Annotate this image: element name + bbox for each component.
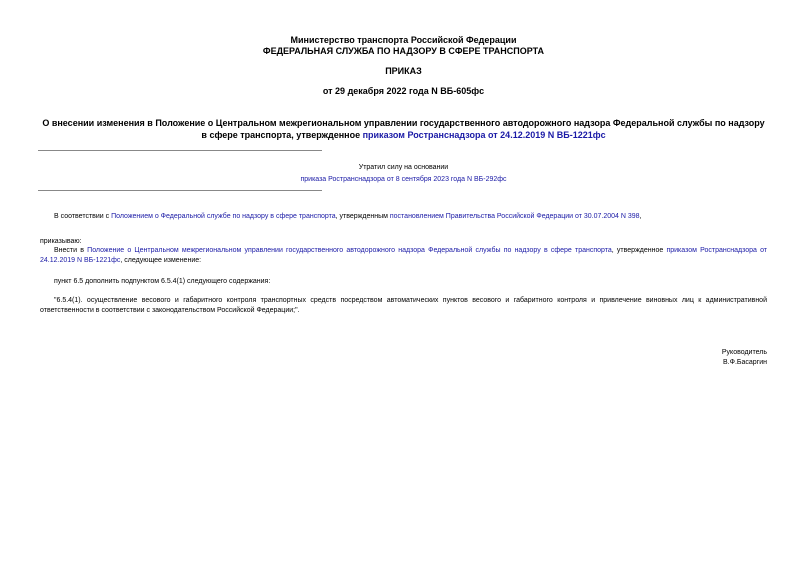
lost-force-note: Утратил силу на основании [358, 164, 449, 171]
p3-text-a: Внести в [54, 247, 88, 254]
regulation-link[interactable]: Положением о Федеральной службе по надзору в сфере транспорта [111, 213, 336, 220]
document-title [40, 117, 767, 141]
p1-text-b: , утвержденным [335, 213, 390, 220]
divider-top [38, 150, 322, 151]
paragraph-basis [40, 212, 767, 222]
paragraph-clause: пункт 6.5 дополнить подпунктом 6.5.4(1) следующего содержания: [54, 278, 271, 285]
paragraph-amendment [40, 246, 767, 265]
document-date-number: от 29 декабря 2022 года N ВБ-605фс [322, 86, 485, 96]
p1-text-c: , [639, 213, 642, 220]
paragraph-order: приказываю: [40, 238, 82, 245]
document-type: ПРИКАЗ [385, 66, 422, 76]
service-name: ФЕДЕРАЛЬНАЯ СЛУЖБА ПО НАДЗОРУ В СФЕРЕ ТРАНСПОРТА [262, 46, 545, 56]
title-text: О внесении изменения в Положение о Центральном межрегиональном управлении государственного автодорожного надзора Федеральной службы по надзору в сфере транспорта, утвержденное [42, 118, 765, 140]
divider-bottom [38, 190, 322, 191]
central-directorate-regulation-link[interactable]: Положение о Центральном межрегиональном управлении государственного автодорожного надзора Федеральной службы по надзору в сфере транспорта [87, 247, 612, 254]
order-1221-link[interactable]: приказом Ространснадзора от 24.12.2019 N ВБ-1221фс [40, 247, 768, 264]
paragraph-clause-text: "6.5.4(1). осуществление весового и габаритного контроля транспортных средств посредством автоматических пунктов весового и габаритного контроля и привлечение виновных лиц к административной ответственности в соответствии с законодательством Российской Федерации;". [40, 297, 767, 314]
lost-force-order-link[interactable]: приказа Ространснадзора от 8 сентября 2023 года N ВБ-292фс [300, 176, 507, 183]
signatory-position: Руководитель [721, 349, 767, 356]
lost-force-order-wrap [0, 176, 807, 183]
title-order-link[interactable]: приказом Ространснадзора от 24.12.2019 N ВБ-1221фс [362, 130, 606, 140]
government-decree-link[interactable]: постановлением Правительства Российской Федерации от 30.07.2004 N 398 [389, 213, 640, 220]
p1-text-a: В соответствии с [54, 213, 112, 220]
ministry-name: Министерство транспорта Российской Федерации [290, 35, 517, 45]
p3-text-b: , утвержденное [611, 247, 667, 254]
p3-text-c: , следующее изменение: [120, 256, 202, 264]
signatory-name: В.Ф.Басаргин [723, 359, 767, 366]
